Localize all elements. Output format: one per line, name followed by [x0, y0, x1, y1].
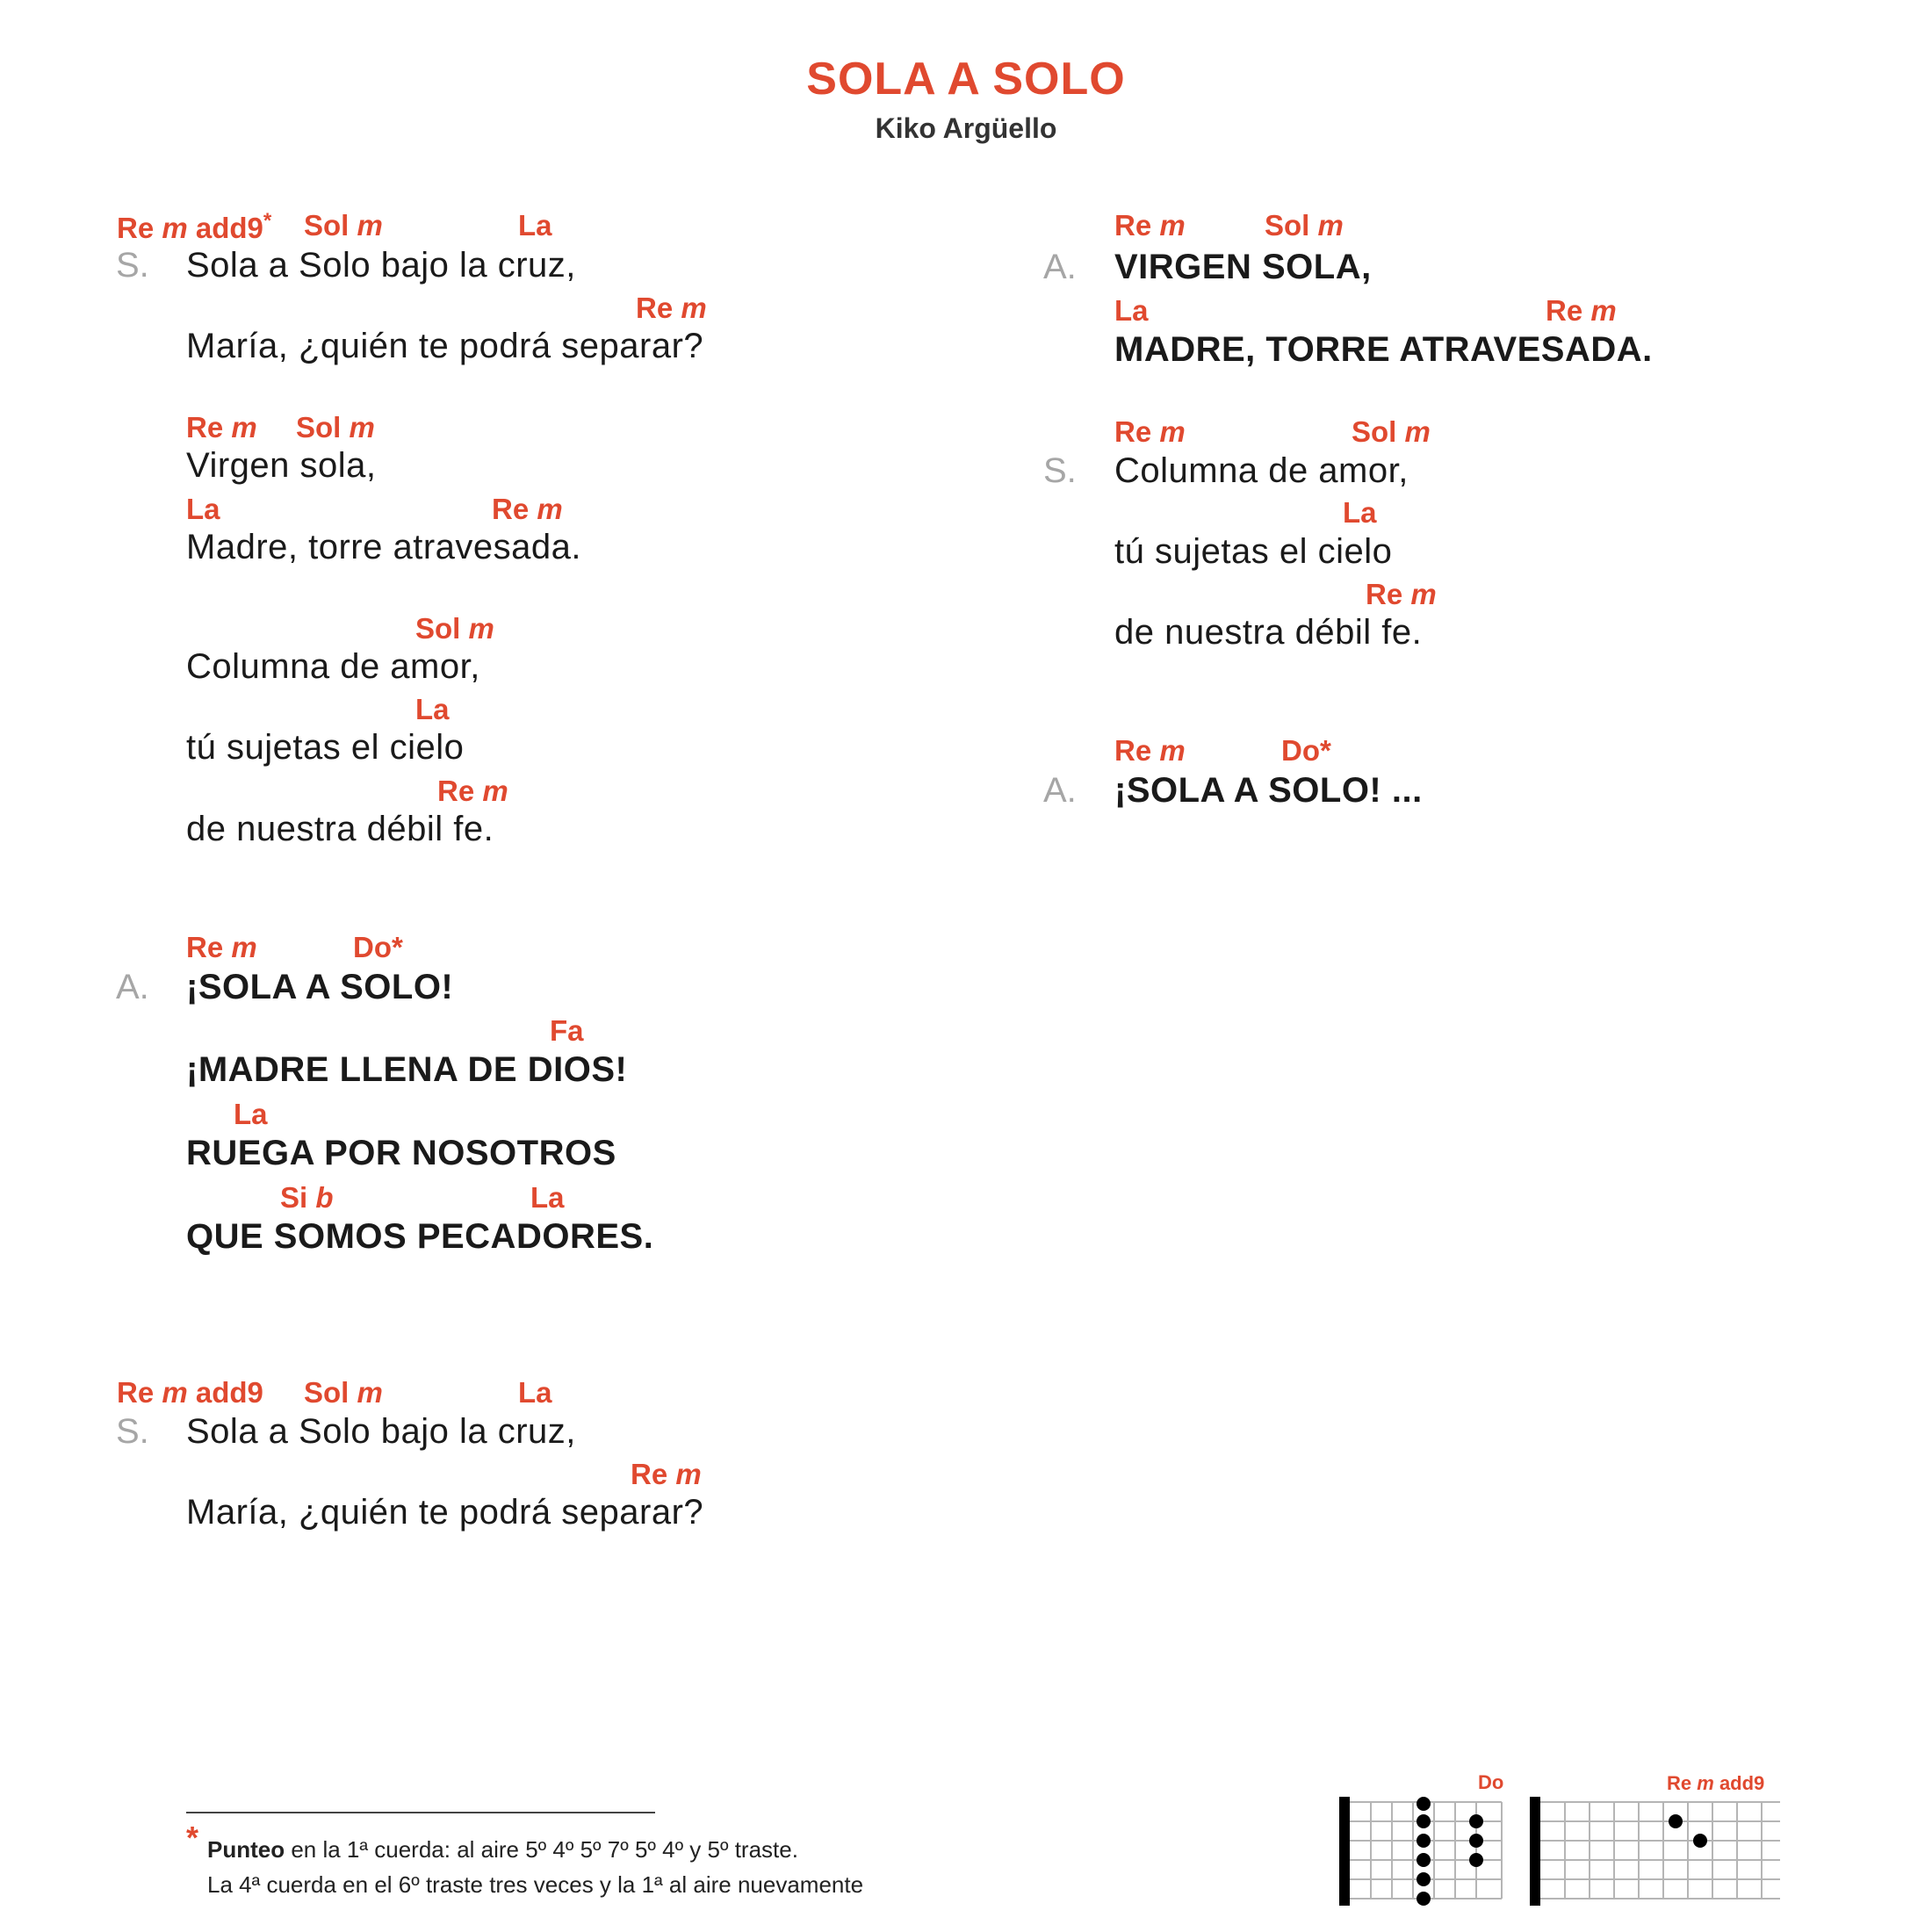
song-title: SOLA A SOLO [806, 54, 1126, 105]
soloist-marker: S. [116, 246, 149, 285]
chord-rem: Re m [1114, 734, 1186, 767]
song-author: Kiko Argüello [875, 112, 1057, 144]
footnote-line-2: La 4ª cuerda en el 6º traste tres veces y la 1ª al aire nuevamente [207, 1871, 864, 1898]
chord-sib: Si b [280, 1181, 334, 1214]
chord-la: La [1114, 294, 1149, 327]
chord-la: La [518, 1376, 552, 1409]
rem-add9-chord-diagram [1530, 1797, 1780, 1906]
chord-la: La [518, 209, 552, 242]
lyric-line: MADRE, TORRE ATRAVESADA. [1114, 330, 1653, 369]
lyric-line: de nuestra débil fe. [186, 810, 494, 848]
chord-do-star: Do* [353, 931, 403, 963]
lyric-line: RUEGA POR NOSOTROS [186, 1134, 616, 1172]
chord-do-star: Do* [1281, 734, 1331, 767]
chord-solm: Sol m [1352, 415, 1431, 448]
lyric-line: Sola a Solo bajo la cruz, [186, 246, 576, 285]
footnote-asterisk: * [186, 1820, 199, 1856]
soloist-marker: S. [116, 1412, 149, 1451]
lyric-line: Columna de amor, [186, 647, 480, 686]
do-chord-diagram [1339, 1797, 1506, 1906]
rem-add9-diagram-label: Re m add9 [1667, 1772, 1765, 1794]
chord-solm: Sol m [304, 209, 383, 242]
chord-rem: Re m [1366, 578, 1437, 610]
lyric-line: tú sujetas el cielo [1114, 532, 1393, 571]
soloist-marker: S. [1043, 451, 1077, 490]
chord-rem: Re m [1114, 415, 1186, 448]
chord-rem-add9: Re m add9 [117, 1376, 263, 1409]
chord-la: La [186, 493, 220, 525]
do-diagram-label: Do [1478, 1771, 1504, 1793]
lyric-line: VIRGEN SOLA, [1114, 248, 1372, 286]
lyric-line: QUE SOMOS PECADORES. [186, 1217, 654, 1256]
lyric-line: Virgen sola, [186, 446, 377, 485]
chord-rem: Re m [631, 1458, 702, 1490]
chord-la: La [234, 1098, 268, 1130]
chord-rem: Re m [492, 493, 563, 525]
nut [1530, 1797, 1540, 1906]
footnote-line-1: Punteo en la 1ª cuerda: al aire 5º 4º 5º 7º 5º 4º y 5º traste. [207, 1836, 798, 1863]
assembly-marker: A. [1043, 248, 1077, 286]
chord-solm: Sol m [296, 411, 375, 443]
lyric-line: tú sujetas el cielo [186, 728, 465, 767]
nut [1339, 1797, 1350, 1906]
lyric-line: ¡SOLA A SOLO! ... [1114, 771, 1423, 810]
assembly-marker: A. [116, 968, 149, 1006]
lyric-line: María, ¿quién te podrá separar? [186, 327, 704, 365]
lyric-line: ¡MADRE LLENA DE DIOS! [186, 1050, 628, 1089]
chord-la: La [530, 1181, 565, 1214]
chord-la: La [1343, 496, 1377, 529]
chord-rem: Re m [1546, 294, 1617, 327]
lyric-line: ¡SOLA A SOLO! [186, 968, 454, 1006]
chord-solm: Sol m [304, 1376, 383, 1409]
lyric-line: Madre, torre atravesada. [186, 528, 581, 566]
chord-la: La [415, 693, 450, 725]
lyric-line: Columna de amor, [1114, 451, 1409, 490]
lyric-line: María, ¿quién te podrá separar? [186, 1493, 704, 1532]
chord-fa: Fa [550, 1014, 584, 1047]
chord-rem: Re m [636, 292, 707, 324]
footnote-divider [186, 1812, 655, 1813]
chord-rem: Re m [437, 775, 508, 807]
chord-rem: Re m [1114, 209, 1186, 242]
lyric-line: de nuestra débil fe. [1114, 613, 1423, 652]
lyric-line: Sola a Solo bajo la cruz, [186, 1412, 576, 1451]
chord-rem-add9: Re m add9* [117, 209, 272, 244]
chord-solm: Sol m [1265, 209, 1344, 242]
chord-rem: Re m [186, 931, 257, 963]
chord-solm: Sol m [415, 612, 494, 645]
chord-rem: Re m [186, 411, 257, 443]
assembly-marker: A. [1043, 771, 1077, 810]
